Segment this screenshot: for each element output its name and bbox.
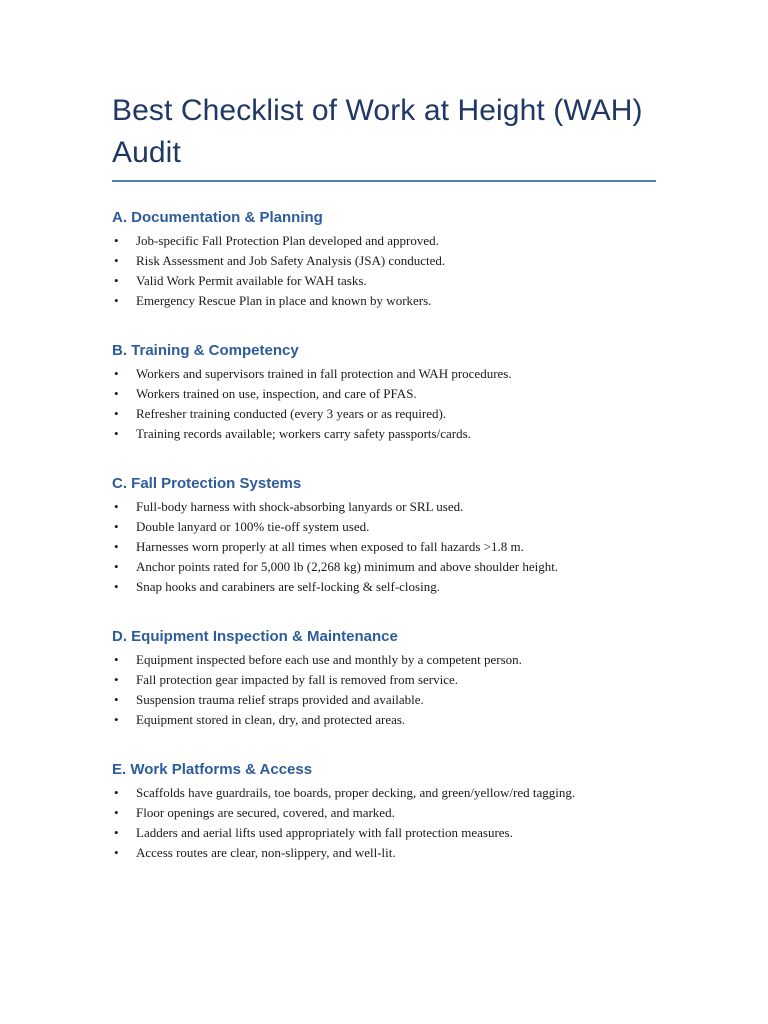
checklist-item [112,291,656,311]
title-divider [112,180,656,182]
checklist-item [112,271,656,291]
checklist-items [112,650,656,730]
checklist-item [112,803,656,823]
bullet-icon: • [114,692,119,707]
checklist-item [112,577,656,597]
bullet-icon: • [114,273,119,288]
checklist-item [112,670,656,690]
checklist-item-text: Scaffolds have guardrails, toe boards, proper decking, and green/yellow/red tagging. [136,785,576,800]
checklist-item [112,843,656,863]
checklist-item-text: Risk Assessment and Job Safety Analysis (JSA) conducted. [136,253,446,268]
bullet-icon: • [114,652,119,667]
checklist-items [112,783,656,863]
section-heading: B. Training & Competency [112,342,299,359]
checklist-item-text: Workers and supervisors trained in fall protection and WAH procedures. [136,366,512,381]
checklist-item-text: Valid Work Permit available for WAH tasks. [136,273,367,288]
checklist-item-text: Job-specific Fall Protection Plan developed and approved. [136,233,439,248]
checklist-item-text: Anchor points rated for 5,000 lb (2,268 kg) minimum and above shoulder height. [136,559,559,574]
checklist-item [112,823,656,843]
bullet-icon: • [114,426,119,441]
section-heading: E. Work Platforms & Access [112,761,313,778]
bullet-icon: • [114,712,119,727]
checklist-items [112,497,656,597]
checklist-item [112,497,656,517]
bullet-icon: • [114,785,119,800]
checklist-item-text: Ladders and aerial lifts used appropriately with fall protection measures. [136,825,513,840]
checklist-item-text: Workers trained on use, inspection, and care of PFAS. [136,386,417,401]
bullet-icon: • [114,845,119,860]
checklist-section [112,627,656,730]
checklist-item-text: Floor openings are secured, covered, and marked. [136,805,395,820]
checklist-item-text: Fall protection gear impacted by fall is removed from service. [136,672,458,687]
checklist-item [112,650,656,670]
bullet-icon: • [114,825,119,840]
checklist-sections [112,208,656,863]
section-heading: A. Documentation & Planning [112,209,323,226]
checklist-item [112,384,656,404]
checklist-item-text: Access routes are clear, non-slippery, and well-lit. [136,845,396,860]
checklist-item-text: Refresher training conducted (every 3 years or as required). [136,406,447,421]
document-title: Best Checklist of Work at Height (WAH) Audit [112,94,643,169]
checklist-item [112,364,656,384]
section-heading: D. Equipment Inspection & Maintenance [112,628,398,645]
bullet-icon: • [114,805,119,820]
checklist-item-text: Harnesses worn properly at all times when exposed to fall hazards >1.8 m. [136,539,524,554]
checklist-item-text: Snap hooks and carabiners are self-locking & self-closing. [136,579,440,594]
checklist-item-text: Equipment stored in clean, dry, and protected areas. [136,712,406,727]
checklist-item [112,404,656,424]
bullet-icon: • [114,672,119,687]
checklist-items [112,231,656,311]
section-heading: C. Fall Protection Systems [112,475,302,492]
checklist-item [112,251,656,271]
bullet-icon: • [114,366,119,381]
checklist-item-text: Double lanyard or 100% tie-off system used. [136,519,370,534]
checklist-section [112,341,656,444]
bullet-icon: • [114,233,119,248]
bullet-icon: • [114,539,119,554]
checklist-item [112,517,656,537]
bullet-icon: • [114,386,119,401]
checklist-item-text: Emergency Rescue Plan in place and known by workers. [136,293,432,308]
bullet-icon: • [114,499,119,514]
bullet-icon: • [114,406,119,421]
bullet-icon: • [114,579,119,594]
checklist-item [112,783,656,803]
bullet-icon: • [114,253,119,268]
checklist-item [112,710,656,730]
checklist-item [112,690,656,710]
checklist-section [112,208,656,311]
checklist-item [112,537,656,557]
checklist-item [112,424,656,444]
checklist-section [112,474,656,597]
checklist-item [112,557,656,577]
checklist-item-text: Full-body harness with shock-absorbing lanyards or SRL used. [136,499,464,514]
bullet-icon: • [114,519,119,534]
bullet-icon: • [114,293,119,308]
checklist-item-text: Suspension trauma relief straps provided and available. [136,692,424,707]
checklist-item-text: Training records available; workers carry safety passports/cards. [136,426,471,441]
checklist-item-text: Equipment inspected before each use and monthly by a competent person. [136,652,522,667]
bullet-icon: • [114,559,119,574]
checklist-item [112,231,656,251]
checklist-items [112,364,656,444]
checklist-section [112,760,656,863]
